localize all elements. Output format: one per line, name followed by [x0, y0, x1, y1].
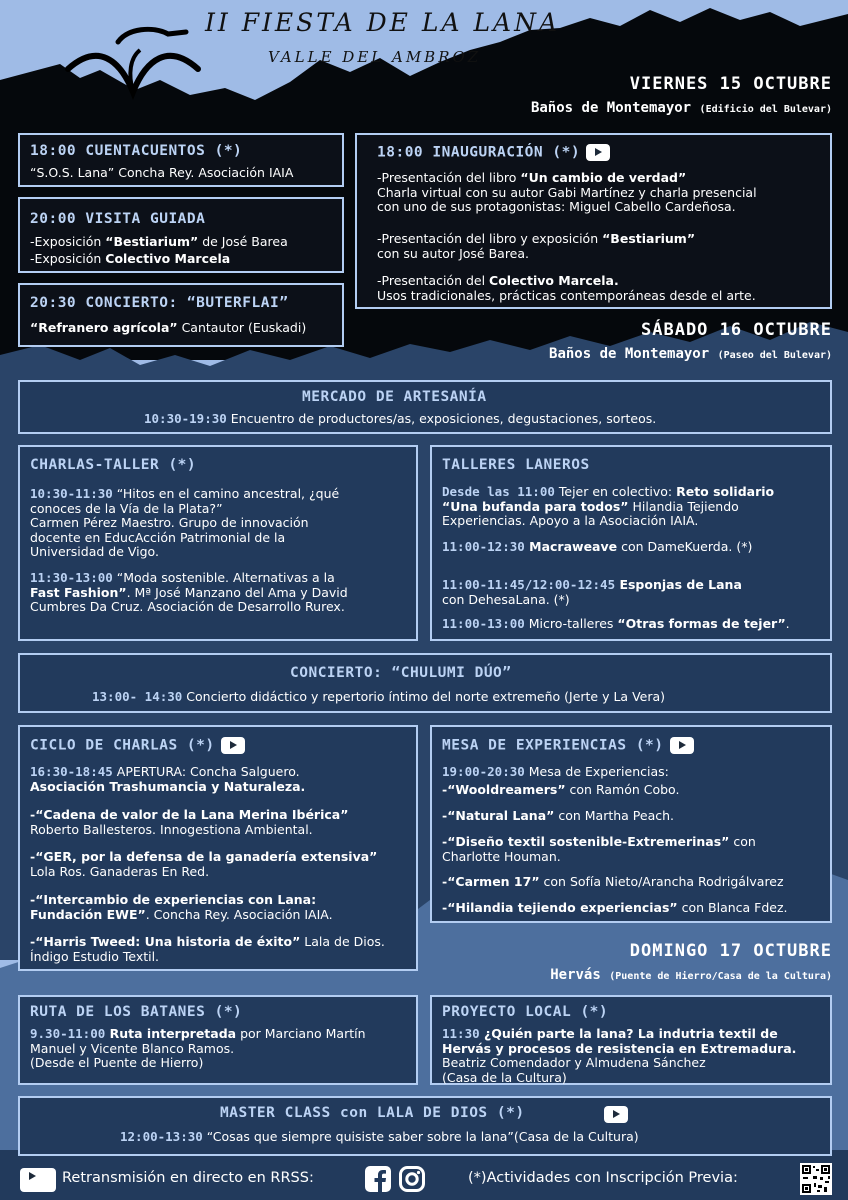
- ciclo-charlas-title: CICLO DE CHARLAS (*): [30, 737, 245, 754]
- ciclo-item-4: -“Intercambio de experiencias con Lana: Fundación EWE”. Concha Rey. Asociación IAIA.: [30, 892, 333, 922]
- friday-place-name: Baños de Montemayor: [530, 100, 692, 116]
- cuentacuentos-name: “S.O.S. Lana”: [30, 165, 115, 180]
- sunday-place: [550, 967, 832, 983]
- concierto-buterflai-text: “Refranero agrícola” Cantautor (Euskadi): [30, 320, 307, 335]
- master-class-text: 12:00-13:30 “Cosas que siempre quisiste saber sobre la lana”(Casa de la Cultura): [120, 1129, 639, 1144]
- friday-place-detail: (Edificio del Bulevar): [699, 104, 832, 115]
- charlas-taller-title: CHARLAS-TALLER (*): [30, 457, 197, 473]
- talleres-item-4: 11:00-13:00 Micro-talleres “Otras formas de tejer”.: [442, 616, 790, 631]
- mesa-item-4: -“Diseño textil sostenible-Extremerinas” con Charlotte Houman.: [442, 834, 756, 864]
- inscripcion-text: (*)Actividades con Inscripción Previa:: [468, 1170, 738, 1186]
- mesa-item-1: 19:00-20:30 Mesa de Experiencias:: [442, 764, 669, 779]
- talleres-box: [430, 445, 832, 641]
- inauguracion-p1: -Presentación del libro “Un cambio de verdad” Charla virtual con su autor Gabi Martínez y charla presencial con uno de sus protagonistas: Miguel Cabello Cardeñosa.: [377, 170, 757, 214]
- ciclo-item-3: -“GER, por la defensa de la ganadería extensiva” Lola Ros. Ganaderas En Red.: [30, 849, 378, 879]
- talleres-item-2: 11:00-12:30 Macraweave con DameKuerda. (*): [442, 539, 753, 554]
- stream-text: Retransmisión en directo en RRSS:: [62, 1170, 314, 1186]
- cuentacuentos-title: 18:00 CUENTACUENTOS (*): [30, 143, 243, 159]
- youtube-icon[interactable]: [20, 1168, 56, 1192]
- event-subtitle: VALLE DEL AMBROZ: [268, 48, 482, 66]
- mesa-experiencias-title: MESA DE EXPERIENCIAS (*): [442, 737, 694, 754]
- mercado-box: [18, 380, 832, 434]
- proyecto-local-box: [430, 995, 832, 1085]
- youtube-icon[interactable]: [221, 737, 245, 754]
- master-class-title: MASTER CLASS con LALA DE DIOS (*): [220, 1105, 525, 1121]
- proyecto-local-title: PROYECTO LOCAL (*): [442, 1004, 609, 1020]
- sunday-place-detail: (Puente de Hierro/Casa de la Cultura): [609, 971, 832, 982]
- concierto-buterflai-box: [18, 283, 344, 347]
- ruta-batanes-title: RUTA DE LOS BATANES (*): [30, 1004, 243, 1020]
- friday-place: [531, 100, 832, 116]
- charlas-taller-box: [18, 445, 418, 641]
- ram-horns-logo-icon: [58, 14, 208, 110]
- ciclo-item-2: -“Cadena de valor de la Lana Merina Ibérica” Roberto Ballesteros. Innogestiona Ambiental.: [30, 807, 349, 837]
- visita-line-1: -Exposición “Bestiarium” de José Barea: [30, 234, 288, 249]
- saturday-place-detail: (Paseo del Bulevar): [717, 350, 832, 361]
- ciclo-item-5: -“Harris Tweed: Una historia de éxito” Lala de Dios. Índigo Estudio Textil.: [30, 934, 385, 964]
- saturday-place-name: Baños de Montemayor: [549, 346, 710, 362]
- youtube-icon[interactable]: [604, 1106, 628, 1123]
- saturday-day: SÁBADO 16 OCTUBRE: [641, 320, 832, 340]
- mesa-item-2: -“Wooldreamers” con Ramón Cobo.: [442, 782, 680, 797]
- inauguracion-title: 18:00 INAUGURACIÓN (*): [377, 144, 610, 161]
- concierto-chulumi-text: 13:00- 14:30 Concierto didáctico y repertorio íntimo del norte extremeño (Jerte y La Vera): [92, 689, 666, 704]
- mesa-experiencias-box: [430, 725, 832, 923]
- cuentacuentos-text: [30, 166, 293, 181]
- concierto-chulumi-title: CONCIERTO: “CHULUMI DÚO”: [290, 665, 512, 681]
- facebook-icon[interactable]: [364, 1165, 392, 1193]
- youtube-icon[interactable]: [670, 737, 694, 754]
- concierto-buterflai-title: 20:30 CONCIERTO: “BUTERFLAI”: [30, 295, 289, 311]
- event-title: II FIESTA DE LA LANA: [205, 8, 561, 37]
- ruta-batanes-box: [18, 995, 418, 1085]
- cuentacuentos-box: [18, 133, 344, 187]
- concierto-chulumi-box: [18, 653, 832, 713]
- mesa-item-5: -“Carmen 17” con Sofía Nieto/Arancha Rodrigálvarez: [442, 874, 784, 889]
- friday-day: VIERNES 15 OCTUBRE: [629, 74, 832, 94]
- mercado-text: 10:30-19:30 Encuentro de productores/as, exposiciones, degustaciones, sorteos.: [144, 411, 657, 426]
- visita-box: [18, 197, 344, 273]
- charlas-taller-item-1: 10:30-11:30 “Hitos en el camino ancestral, ¿qué conoces de la Vía de la Plata?” Carmen Pérez Maestro. Grupo de innovación docente en EducAcción Patrimonial de la Universidad de Vigo.: [30, 486, 340, 559]
- master-class-box: [18, 1096, 832, 1156]
- saturday-place: [549, 346, 832, 362]
- ruta-batanes-text: 9.30-11:00 Ruta interpretada por Marciano Martín Manuel y Vicente Blanco Ramos. (Desde el Puente de Hierro): [30, 1026, 366, 1070]
- proyecto-local-text: 11:30 ¿Quién parte la lana? La indutria textil de Hervás y procesos de resistencia en Extremadura. Beatriz Comendador y Almudena Sánchez (Casa de la Cultura): [442, 1026, 797, 1085]
- ciclo-charlas-box: [18, 725, 418, 971]
- visita-title: 20:00 VISITA GUIADA: [30, 211, 206, 227]
- inauguracion-p3: -Presentación del Colectivo Marcela. Usos tradicionales, prácticas contemporáneas desde el arte.: [377, 273, 756, 303]
- charlas-taller-item-2: 11:30-13:00 “Moda sostenible. Alternativas a la Fast Fashion”. Mª José Manzano del Ama y David Cumbres Da Cruz. Asociación de Desarrollo Rurex.: [30, 570, 348, 614]
- qr-code-icon[interactable]: [800, 1163, 832, 1195]
- youtube-icon[interactable]: [586, 144, 610, 161]
- instagram-icon[interactable]: [398, 1165, 426, 1193]
- inauguracion-box: [355, 133, 832, 309]
- talleres-title: TALLERES LANEROS: [442, 457, 590, 473]
- talleres-item-1: Desde las 11:00 Tejer en colectivo: Reto solidario “Una bufanda para todos” Hilandia Tejiendo Experiencias. Apoyo a la Asociación IAIA.: [442, 484, 775, 528]
- ciclo-item-1: 16:30-18:45 APERTURA: Concha Salguero. Asociación Trashumancia y Naturaleza.: [30, 764, 306, 794]
- mercado-title: MERCADO DE ARTESANÍA: [302, 389, 487, 405]
- sunday-day: DOMINGO 17 OCTUBRE: [629, 941, 832, 961]
- cuentacuentos-rest: Concha Rey. Asociación IAIA: [114, 165, 294, 180]
- mesa-item-6: -“Hilandia tejiendo experiencias” con Blanca Fdez.: [442, 900, 788, 915]
- talleres-item-3: 11:00-11:45/12:00-12:45 Esponjas de Lana con DehesaLana. (*): [442, 577, 742, 607]
- inauguracion-p2: -Presentación del libro y exposición “Bestiarium” con su autor José Barea.: [377, 231, 696, 261]
- sunday-place-name: Hervás: [550, 967, 601, 983]
- visita-line-2: -Exposición Colectivo Marcela: [30, 251, 231, 266]
- mesa-item-3: -“Natural Lana” con Martha Peach.: [442, 808, 675, 823]
